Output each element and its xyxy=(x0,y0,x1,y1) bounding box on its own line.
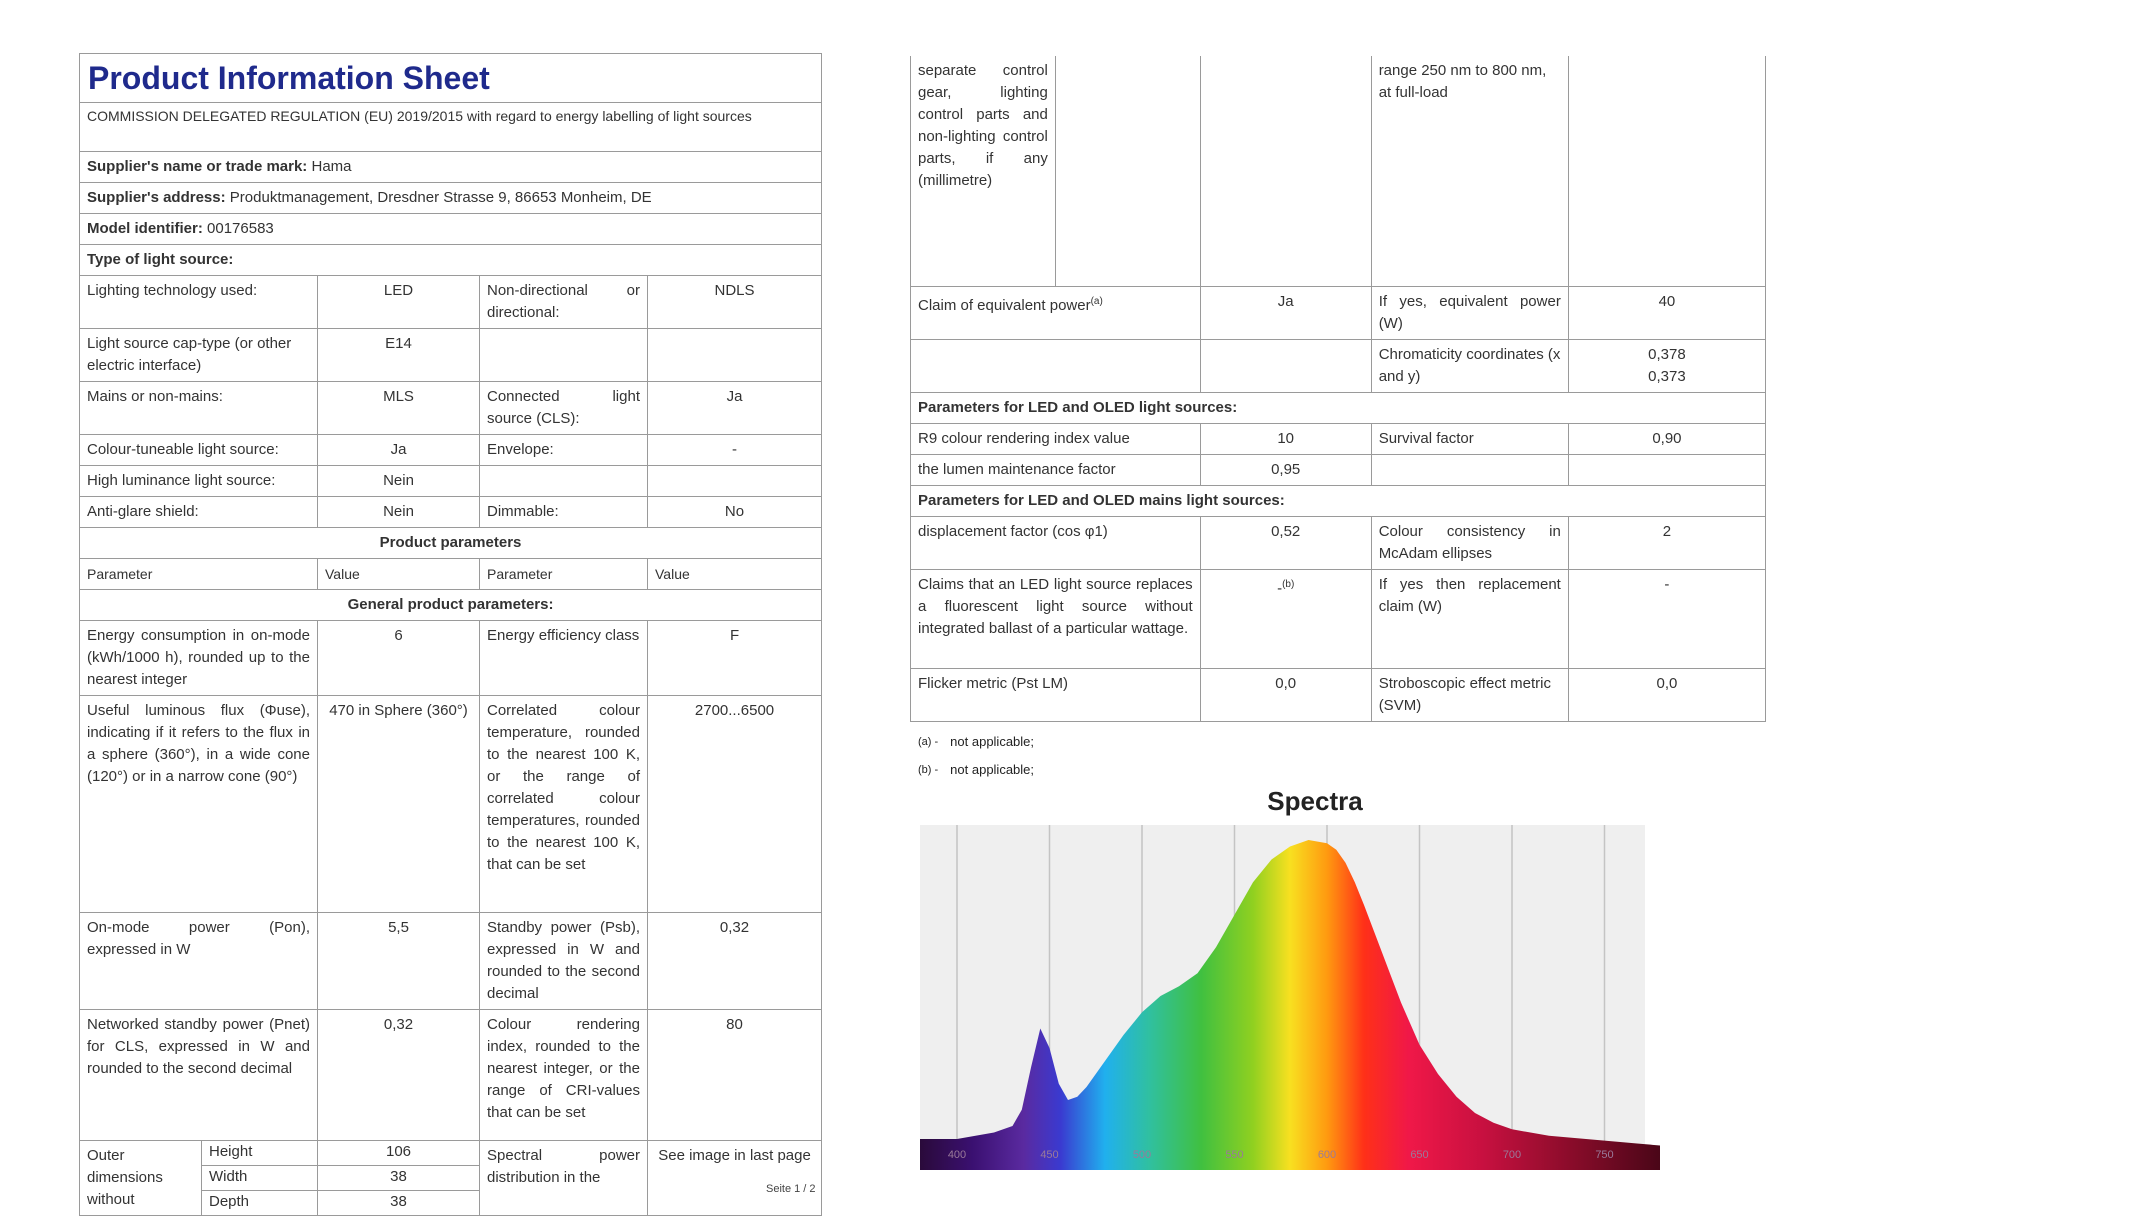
footnote xyxy=(918,728,1034,756)
param-label: Flicker metric (Pst LM) xyxy=(911,669,1201,722)
footnote-key: (a) - xyxy=(918,736,939,748)
chromaticity-y: 0,373 xyxy=(1648,368,1686,385)
x-tick-label: 600 xyxy=(1317,1149,1337,1161)
footnote-marker: (a) xyxy=(1090,296,1103,307)
column-header: Value xyxy=(648,559,822,590)
x-tick-label: 750 xyxy=(1595,1149,1614,1161)
param-label: Claims that an LED light source replaces a fluorescent light source without integrated ballast of a particular wattage. xyxy=(911,570,1201,669)
supplier-name-row xyxy=(80,152,822,183)
model-label: Model identifier: xyxy=(87,220,203,237)
param-value: Ja xyxy=(1200,287,1371,340)
table-row xyxy=(80,913,822,1010)
param-value xyxy=(648,329,822,382)
footnote-marker: (b) xyxy=(1282,579,1295,590)
param-label: Colour consistency in McAdam ellipses xyxy=(1371,517,1568,570)
column-header: Parameter xyxy=(480,559,648,590)
sheet-title: Product Information Sheet xyxy=(80,54,822,103)
dimension-name: Depth xyxy=(202,1191,318,1216)
param-value: 40 xyxy=(1568,287,1765,340)
param-label: Networked standby power (Pnet) for CLS, expressed in W and rounded to the second decimal xyxy=(80,1010,318,1141)
chart-title: Spectra xyxy=(1267,786,1363,816)
equiv-power-label: Claim of equivalent power xyxy=(918,297,1091,314)
table-row xyxy=(80,276,822,329)
param-label: Energy efficiency class xyxy=(480,621,648,696)
table-row xyxy=(80,329,822,382)
table-row xyxy=(911,570,1766,669)
param-value: LED xyxy=(318,276,480,329)
product-params-heading: Product parameters xyxy=(80,528,822,559)
chromaticity-values xyxy=(1568,340,1765,393)
param-value: 80 xyxy=(648,1010,822,1141)
dimension-name: Height xyxy=(202,1141,318,1166)
param-label: If yes then replacement claim (W) xyxy=(1371,570,1568,669)
param-label: Mains or non-mains: xyxy=(80,382,318,435)
chromaticity-x: 0,378 xyxy=(1648,346,1686,363)
param-label: On-mode power (Pon), expressed in W xyxy=(80,913,318,1010)
param-label: Correlated colour temperature, rounded to the nearest 100 K, or the range of correlated colour temperatures, rounded to the nearest 100 K, that can be set xyxy=(480,696,648,913)
table-row xyxy=(80,621,822,696)
param-label: Connected light source (CLS): xyxy=(480,382,648,435)
param-label: Anti-glare shield: xyxy=(80,497,318,528)
x-tick-label: 500 xyxy=(1132,1149,1152,1161)
mains-params-heading: Parameters for LED and OLED mains light sources: xyxy=(911,486,1766,517)
param-value: Nein xyxy=(318,466,480,497)
param-value: 10 xyxy=(1200,424,1371,455)
column-header: Value xyxy=(318,559,480,590)
x-tick-label: 550 xyxy=(1225,1149,1244,1161)
param-value: - xyxy=(648,435,822,466)
param-value: 0,52 xyxy=(1200,517,1371,570)
param-value: 470 in Sphere (360°) xyxy=(318,696,480,913)
column-header: Parameter xyxy=(80,559,318,590)
table-row xyxy=(80,1141,822,1166)
table-row xyxy=(80,1010,822,1141)
param-value: 0,0 xyxy=(1200,669,1371,722)
param-label: Colour rendering index, rounded to the nearest integer, or the range of CRI-values that can be set xyxy=(480,1010,648,1141)
empty-cell xyxy=(1055,56,1200,287)
param-value: 2700...6500 xyxy=(648,696,822,913)
x-tick-label: 450 xyxy=(1040,1149,1059,1161)
column-headers xyxy=(80,559,822,590)
supplier-address: Produktmanagement, Dresdner Strasse 9, 86653 Monheim, DE xyxy=(229,189,652,206)
param-value: 0,32 xyxy=(318,1010,480,1141)
param-label xyxy=(480,329,648,382)
x-tick-label: 700 xyxy=(1502,1149,1522,1161)
regulation-text: COMMISSION DELEGATED REGULATION (EU) 2019/2015 with regard to energy labelling of light sources xyxy=(80,103,822,152)
dimension-value: 38 xyxy=(318,1166,480,1191)
claims-value-cell xyxy=(1200,570,1371,669)
param-value: range 250 nm to 800 nm, at full-load xyxy=(1371,56,1568,287)
spectral-label: Spectral power distribution in the xyxy=(480,1141,648,1216)
param-label: Lighting technology used: xyxy=(80,276,318,329)
model-identifier: 00176583 xyxy=(207,220,274,237)
table-row xyxy=(911,517,1766,570)
param-value: 0,32 xyxy=(648,913,822,1010)
model-row xyxy=(80,214,822,245)
param-value: 5,5 xyxy=(318,913,480,1010)
table-row xyxy=(911,340,1766,393)
spectra-chart xyxy=(915,780,1685,1180)
param-value: MLS xyxy=(318,382,480,435)
empty-cell xyxy=(1568,455,1765,486)
page-number: Seite 1 / 2 xyxy=(766,1183,816,1195)
product-info-table xyxy=(79,53,822,1216)
param-value: E14 xyxy=(318,329,480,382)
supplier-name-label: Supplier's name or trade mark: xyxy=(87,158,308,175)
param-value: - xyxy=(1277,580,1283,597)
param-label: R9 colour rendering index value xyxy=(911,424,1201,455)
general-params-heading: General product parameters: xyxy=(80,590,822,621)
supplier-name: Hama xyxy=(311,158,352,175)
table-row xyxy=(911,56,1766,287)
empty-cell xyxy=(1568,56,1765,287)
table-row xyxy=(80,497,822,528)
table-row xyxy=(80,382,822,435)
empty-cell xyxy=(1200,56,1371,287)
param-label: Standby power (Psb), expressed in W and rounded to the second decimal xyxy=(480,913,648,1010)
type-heading: Type of light source: xyxy=(80,245,822,276)
param-label: Envelope: xyxy=(480,435,648,466)
dimensions-label: Outer dimensions without xyxy=(80,1141,202,1216)
param-value: Ja xyxy=(318,435,480,466)
table-row xyxy=(80,696,822,913)
param-value: 2 xyxy=(1568,517,1765,570)
param-value: Ja xyxy=(648,382,822,435)
table-row xyxy=(911,424,1766,455)
param-label: Dimmable: xyxy=(480,497,648,528)
table-row xyxy=(80,466,822,497)
param-label: If yes, equivalent power (W) xyxy=(1371,287,1568,340)
param-label xyxy=(480,466,648,497)
footnotes xyxy=(918,728,1034,784)
supplier-address-label: Supplier's address: xyxy=(87,189,226,206)
param-label: High luminance light source: xyxy=(80,466,318,497)
param-label: separate control gear, lighting control parts and non-lighting control parts, if any (millimetre) xyxy=(911,56,1056,287)
x-tick-label: 400 xyxy=(947,1149,967,1161)
param-value: 0,90 xyxy=(1568,424,1765,455)
param-label: Light source cap-type (or other electric interface) xyxy=(80,329,318,382)
param-label: Survival factor xyxy=(1371,424,1568,455)
param-value: - xyxy=(1568,570,1765,669)
product-info-table-continued xyxy=(910,56,1766,722)
param-label: Non-directional or directional: xyxy=(480,276,648,329)
spectral-value: See image in last page xyxy=(648,1141,822,1216)
x-tick-label: 650 xyxy=(1410,1149,1429,1161)
dimension-value: 38 xyxy=(318,1191,480,1216)
param-value: 0,0 xyxy=(1568,669,1765,722)
footnote-key: (b) - xyxy=(918,764,939,776)
param-label: Chromaticity coordinates (x and y) xyxy=(1371,340,1568,393)
param-label: Stroboscopic effect metric (SVM) xyxy=(1371,669,1568,722)
table-row xyxy=(911,287,1766,340)
empty-cell xyxy=(1200,340,1371,393)
param-value xyxy=(648,466,822,497)
equiv-power-label-cell xyxy=(911,287,1201,340)
param-value: No xyxy=(648,497,822,528)
table-row xyxy=(911,455,1766,486)
param-value: 0,95 xyxy=(1200,455,1371,486)
param-label: the lumen maintenance factor xyxy=(911,455,1201,486)
param-label: Energy consumption in on-mode (kWh/1000 h), rounded up to the nearest integer xyxy=(80,621,318,696)
param-value: NDLS xyxy=(648,276,822,329)
param-value: Nein xyxy=(318,497,480,528)
dimension-value: 106 xyxy=(318,1141,480,1166)
led-params-heading: Parameters for LED and OLED light sources: xyxy=(911,393,1766,424)
param-label: Colour-tuneable light source: xyxy=(80,435,318,466)
table-row xyxy=(911,669,1766,722)
table-row xyxy=(80,435,822,466)
footnote-text: not applicable; xyxy=(950,762,1035,777)
supplier-address-row xyxy=(80,183,822,214)
param-value: F xyxy=(648,621,822,696)
empty-cell xyxy=(1371,455,1568,486)
empty-cell xyxy=(911,340,1201,393)
param-value: 6 xyxy=(318,621,480,696)
footnote-text: not applicable; xyxy=(950,734,1035,749)
param-label: Useful luminous flux (Φuse), indicating if it refers to the flux in a sphere (360°), in a wide cone (120°) or in a narrow cone (90°) xyxy=(80,696,318,913)
dimension-name: Width xyxy=(202,1166,318,1191)
param-label: displacement factor (cos φ1) xyxy=(911,517,1201,570)
